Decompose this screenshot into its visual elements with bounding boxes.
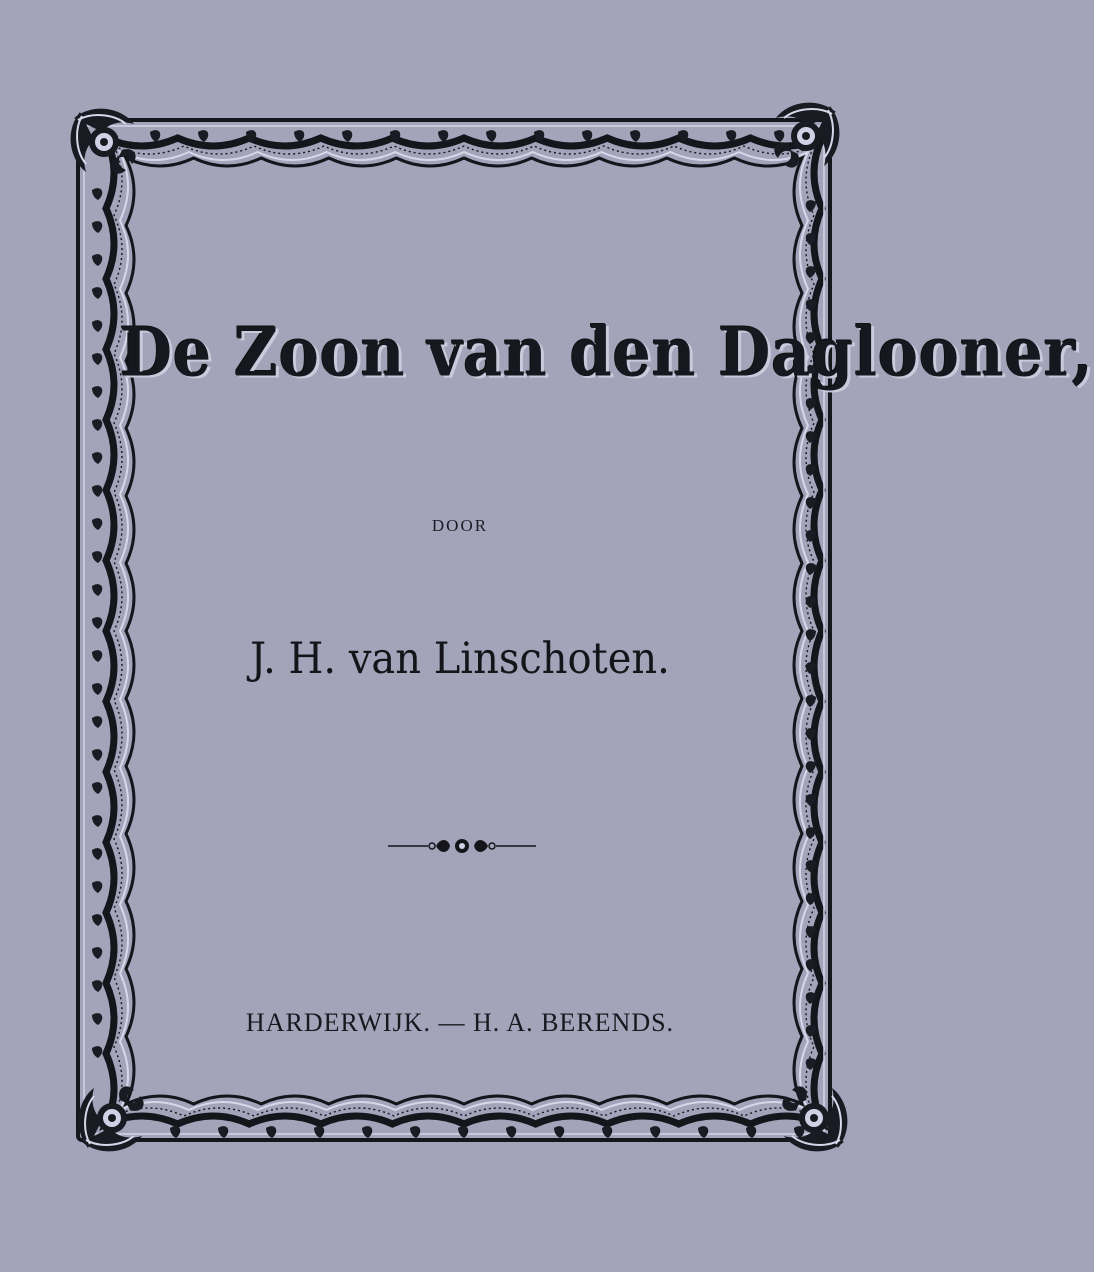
book-title: De Zoon van den Daglooner,: [120, 313, 1094, 393]
by-line: DOOR: [431, 516, 489, 535]
publisher-imprint: HARDERWIJK. — H. A. BERENDS.: [245, 1008, 675, 1037]
author-name: J. H. van Linschoten.: [250, 634, 670, 684]
